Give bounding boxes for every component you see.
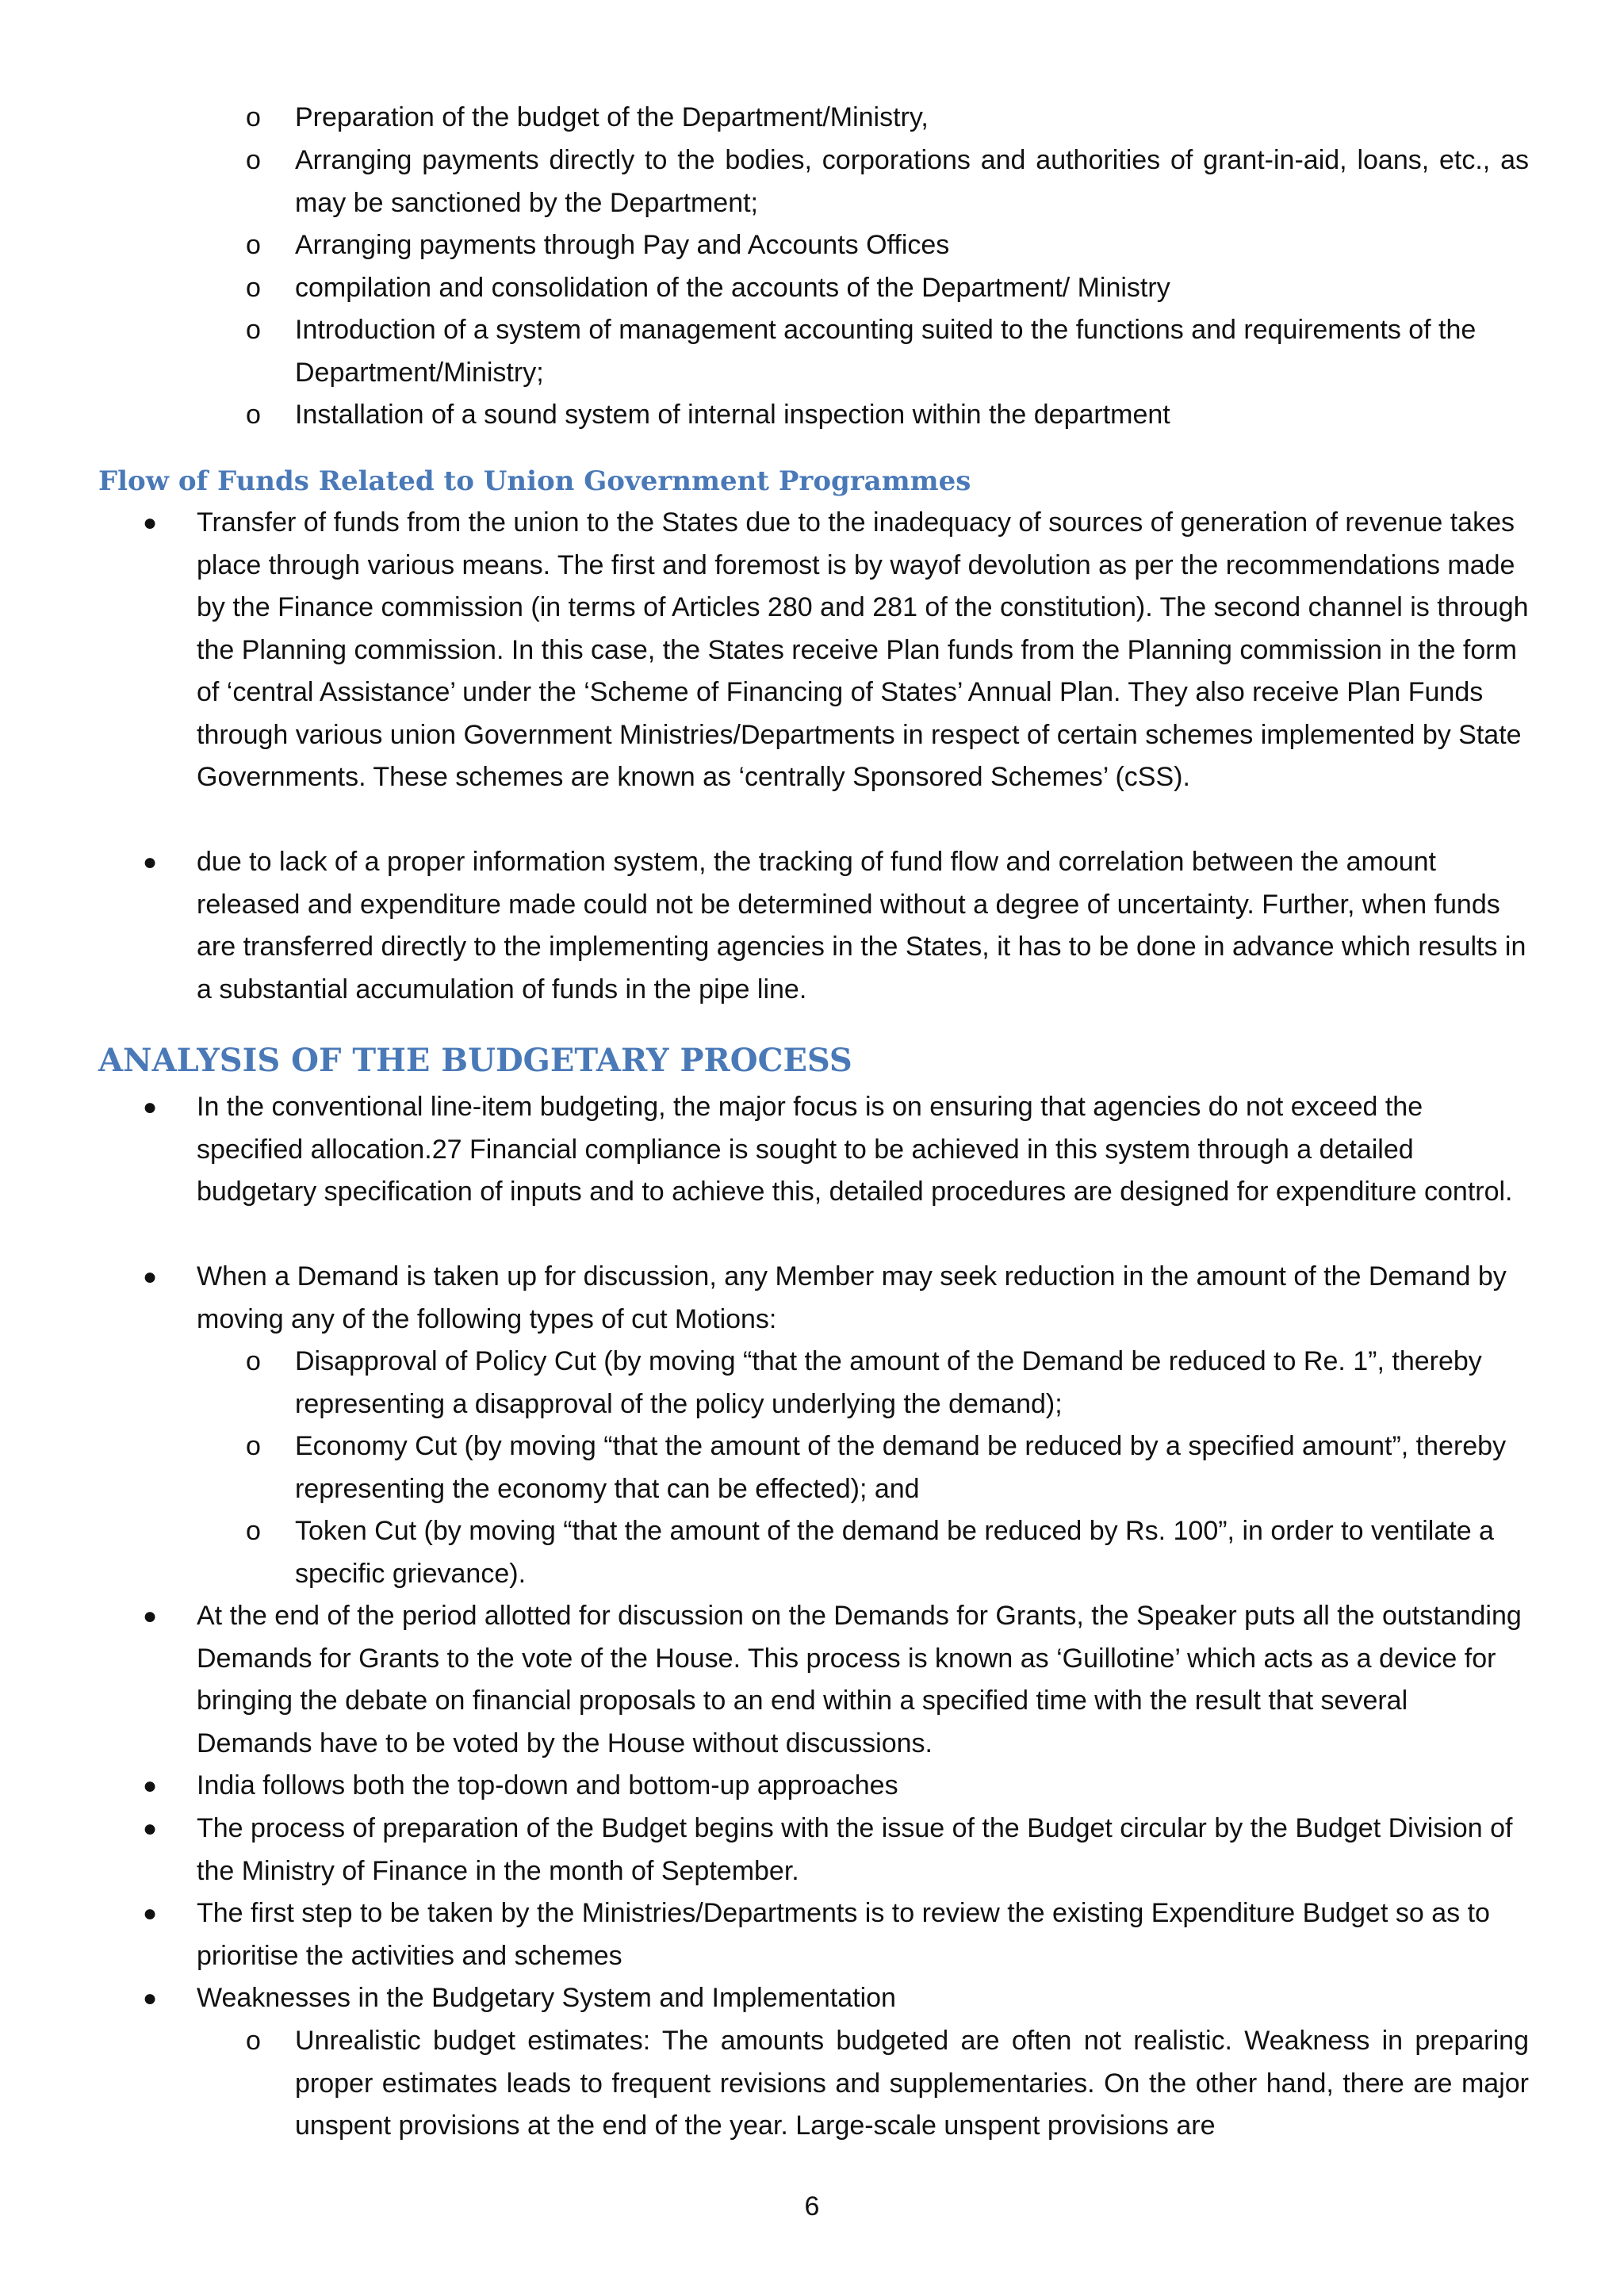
list-item: The process of preparation of the Budget begins with the issue of the Budget circular by the Budget Division of the Ministry of Finance in the month of September.	[197, 1813, 1513, 1886]
list-item: At the end of the period allotted for discussion on the Demands for Grants, the Speaker puts all the outstanding Demands for Grants to the vote of the House. This process is known as ‘Guillotine’ which acts as a device for bringing the debate on financial proposals to an end within a specified time with the result that several Demands have to be voted by the House without discussions.	[197, 1601, 1522, 1758]
list-item: India follows both the top-down and bottom-up approaches	[197, 1770, 898, 1800]
list-item: When a Demand is taken up for discussion, any Member may seek reduction in the amount of the Demand by moving any of the following types of cut Motions:	[197, 1261, 1507, 1334]
bullet-marker: ●	[143, 1094, 158, 1120]
list-item: Token Cut (by moving “that the amount of the demand be reduced by Rs. 100”, in order to ventilate a specific grievance).	[295, 1516, 1494, 1589]
list-item: Installation of a sound system of internal inspection within the department	[295, 400, 1170, 430]
bullet-marker: ●	[143, 510, 158, 536]
list-item: Transfer of funds from the union to the States due to the inadequacy of sources of generation of revenue takes place through various means. The first and foremost is by wayof devolution as per the recommendations made by the Finance commission (in terms of Articles 280 and 281 of the constitution). The second channel is through the Planning commission. In this case, the States receive Plan funds from the Planning commission in the form of ‘central Assistance’ under the ‘Scheme of Financing of States’ Annual Plan. They also receive Plan Funds through various union Government Ministries/Departments in respect of certain schemes implemented by State Governments. These schemes are known as ‘centrally Sponsored Schemes’ (cSS).	[197, 507, 1529, 792]
list-item: Unrealistic budget estimates: The amounts budgeted are often not realistic. Weakness in preparing proper estimates leads to frequent revisions and supplementaries. On the other hand, there are major unspent provisions at the end of the year. Large-scale unspent provisions are	[295, 2026, 1529, 2141]
list-item: compilation and consolidation of the accounts of the Department/ Ministry	[295, 273, 1170, 303]
bullet-marker: ●	[143, 1773, 158, 1799]
sub-bullet-marker: o	[246, 2026, 261, 2056]
sub-bullet-marker: o	[246, 1431, 261, 1461]
list-item: Introduction of a system of management accounting suited to the functions and requirements of the Department/Ministry;	[295, 315, 1477, 388]
page-number: 6	[804, 2191, 820, 2221]
bullet-marker: ●	[143, 1900, 158, 1927]
list-item: Arranging payments through Pay and Accounts Offices	[295, 230, 950, 260]
bullet-marker: ●	[143, 1603, 158, 1629]
list-item: The first step to be taken by the Ministries/Departments is to review the existing Expenditure Budget so as to prioritise the activities and schemes	[197, 1898, 1490, 1971]
bullet-marker: ●	[143, 1816, 158, 1842]
list-item: Disapproval of Policy Cut (by moving “that the amount of the Demand be reduced to Re. 1”, thereby representing a disapproval of the policy underlying the demand);	[295, 1346, 1482, 1419]
list-item: Weaknesses in the Budgetary System and Implementation	[197, 1983, 896, 2013]
section-heading: ANALYSIS OF THE BUDGETARY PROCESS	[98, 1042, 852, 1079]
sub-bullet-marker: o	[246, 1346, 261, 1376]
section-heading: Flow of Funds Related to Union Government Programmes	[98, 465, 971, 497]
sub-bullet-marker: o	[246, 1516, 261, 1546]
bullet-marker: ●	[143, 849, 158, 875]
sub-bullet-marker: o	[246, 145, 261, 175]
sub-bullet-marker: o	[246, 102, 261, 132]
sub-bullet-marker: o	[246, 273, 261, 303]
list-item: Arranging payments directly to the bodies, corporations and authorities of grant-in-aid, loans, etc., as may be sanctioned by the Department;	[295, 145, 1529, 218]
list-item: Economy Cut (by moving “that the amount of the demand be reduced by a specified amount”, thereby representing the economy that can be effected); and	[295, 1431, 1507, 1504]
list-item: due to lack of a proper information system, the tracking of fund flow and correlation between the amount released and expenditure made could not be determined without a degree of uncertainty. Further, when funds are transferred directly to the implementing agencies in the States, it has to be done in advance which results in a substantial accumulation of funds in the pipe line.	[197, 847, 1526, 1004]
sub-bullet-marker: o	[246, 230, 261, 260]
bullet-marker: ●	[143, 1264, 158, 1290]
list-item: Preparation of the budget of the Department/Ministry,	[295, 102, 929, 132]
sub-bullet-marker: o	[246, 400, 261, 430]
list-item: In the conventional line-item budgeting, the major focus is on ensuring that agencies do not exceed the specified allocation.27 Financial compliance is sought to be achieved in this system through a detailed budgetary specification of inputs and to achieve this, detailed procedures are designed for expenditure control.	[197, 1092, 1513, 1207]
bullet-marker: ●	[143, 1985, 158, 2011]
sub-bullet-marker: o	[246, 315, 261, 345]
